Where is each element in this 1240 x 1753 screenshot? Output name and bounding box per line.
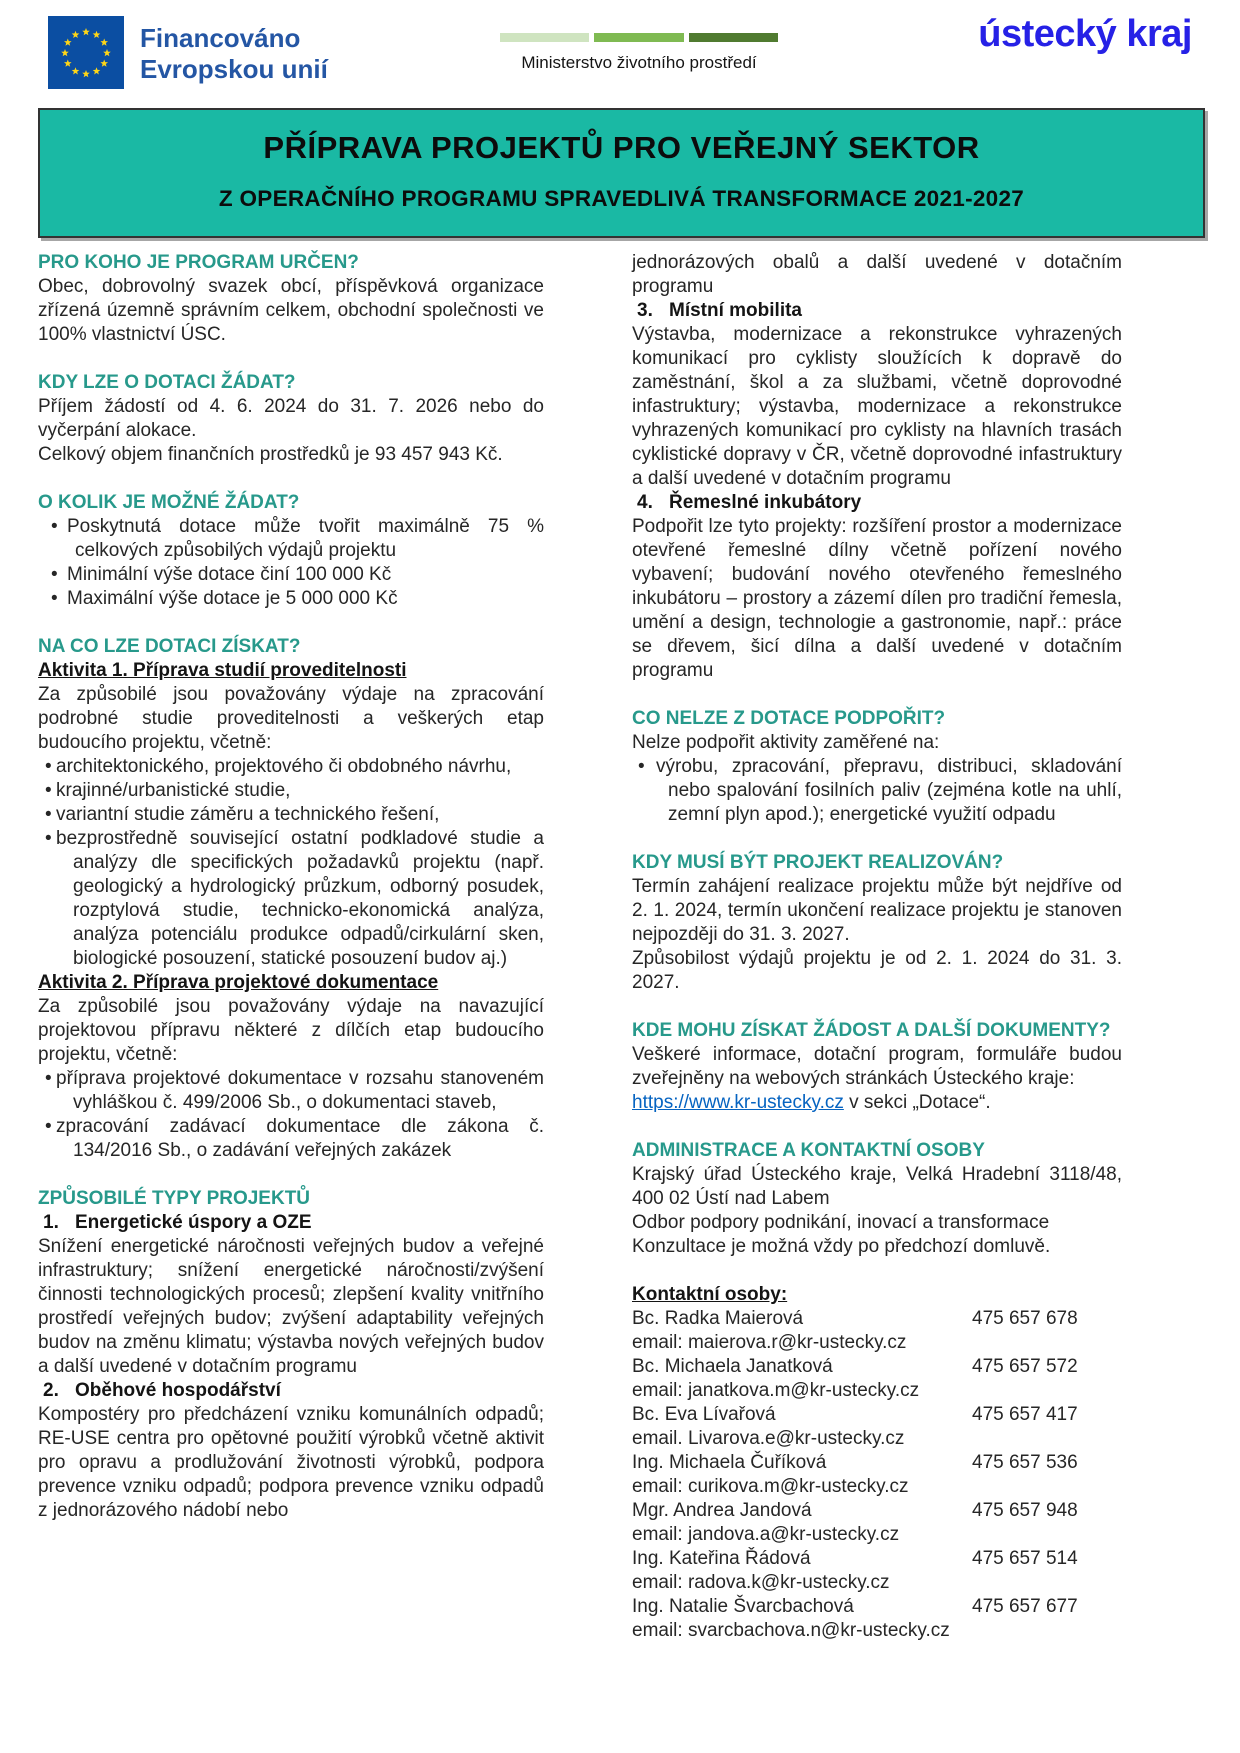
paragraph: Odbor podpory podnikání, inovací a transformace bbox=[632, 1212, 1050, 1233]
contact-email: email: curikova.m@kr-ustecky.cz bbox=[632, 1476, 909, 1497]
paragraph: Konzultace je možná vždy po předchozí domluvě. bbox=[632, 1236, 1051, 1257]
logo-header bbox=[0, 0, 1240, 100]
ministry-logo bbox=[500, 33, 778, 75]
section-heading: KDE MOHU ZÍSKAT ŽÁDOST A DALŠÍ DOKUMENTY? bbox=[632, 1020, 1111, 1041]
website-link[interactable]: https://www.kr-ustecky.cz bbox=[632, 1092, 844, 1113]
section-heading: NA CO LZE DOTACI ZÍSKAT? bbox=[38, 636, 301, 657]
paragraph: Nelze podpořit aktivity zaměřené na: bbox=[632, 732, 940, 753]
bullet-item: • Poskytnutá dotace může tvořit maximálně 75 % celkových způsobilých výdajů projektu bbox=[38, 515, 544, 563]
contact-name: Mgr. Andrea Jandová bbox=[632, 1500, 812, 1521]
paragraph: Příjem žádostí od 4. 6. 2024 do 31. 7. 2026 nebo do vyčerpání alokace. bbox=[38, 396, 544, 441]
section-heading: ZPŮSOBILÉ TYPY PROJEKTŮ bbox=[38, 1188, 311, 1209]
bullet-list bbox=[632, 755, 1122, 827]
section-heading: PRO KOHO JE PROGRAM URČEN? bbox=[38, 252, 359, 273]
paragraph: Výstavba, modernizace a rekonstrukce vyhrazených komunikací pro cyklisty sloužících k dopravě do zaměstnání, škol a za službami, včetně doprovodné infastruktury; výstavba, modernizace a rekonstrukce vyhrazených komunikací pro cyklisty na hlavních trasách cyklistické dopravy v ČR, včetně doprovodné infastruktury a další uvedené v dotačním programu bbox=[632, 324, 1122, 489]
bullet-item: • architektonického, projektového či obdobného návrhu, bbox=[38, 755, 544, 779]
section-heading: O KOLIK JE MOŽNÉ ŽÁDAT? bbox=[38, 492, 300, 513]
bullet-item: • výrobu, zpracování, přepravu, distribuci, skladování nebo spalování fosilních paliv (zejména kotle na uhlí, zemní plyn apod.); energetické využití odpadu bbox=[632, 755, 1122, 827]
ministry-bars-icon bbox=[500, 33, 778, 42]
item-title: Energetické úspory a OZE bbox=[75, 1212, 312, 1233]
numbered-heading bbox=[632, 299, 1122, 323]
contact-row bbox=[632, 1595, 1122, 1619]
paragraph: Termín zahájení realizace projektu může být nejdříve od 2. 1. 2024, termín ukončení realizace projektu je stanoven nejpozději do 31. 3. 2027. bbox=[632, 876, 1122, 945]
item-title: Oběhové hospodářství bbox=[75, 1380, 281, 1401]
bullet-item: • zpracování zadávací dokumentace dle zákona č. 134/2016 Sb., o zadávání veřejných zakázek bbox=[38, 1115, 544, 1163]
bullet-list bbox=[38, 515, 544, 611]
paragraph: Za způsobilé jsou považovány výdaje na navazující projektovou přípravu některé z dílčích etap budoucího projektu, včetně: bbox=[38, 996, 544, 1065]
item-title: Místní mobilita bbox=[669, 300, 802, 321]
contact-row bbox=[632, 1307, 1122, 1331]
eu-logo-text-line2: Evropskou unií bbox=[140, 54, 328, 84]
numbered-heading bbox=[38, 1379, 544, 1403]
paragraph: Snížení energetické náročnosti veřejných budov a veřejné infrastruktury; snížení energetické náročnosti/zvýšení činnosti technologických procesů; zlepšení kvality vnitřního prostředí veřejných budov; zvýšení adaptability veřejných budov na změnu klimatu; výstavba nových veřejných budov a další uvedené v dotačním programu bbox=[38, 1236, 544, 1377]
bullet-list bbox=[38, 1067, 544, 1163]
item-number: 1. bbox=[43, 1212, 59, 1233]
link-line bbox=[632, 1091, 1122, 1115]
numbered-heading bbox=[38, 1211, 544, 1235]
paragraph: Krajský úřad Ústeckého kraje, Velká Hradební 3118/48, 400 02 Ústí nad Labem bbox=[632, 1164, 1122, 1209]
contact-email: email: maierova.r@kr-ustecky.cz bbox=[632, 1332, 907, 1353]
page-title: PŘÍPRAVA PROJEKTŮ PRO VEŘEJNÝ SEKTOR bbox=[263, 130, 980, 165]
contact-phone: 475 657 536 bbox=[972, 1452, 1078, 1473]
contact-phone: 475 657 948 bbox=[972, 1500, 1078, 1521]
contact-email: email. Livarova.e@kr-ustecky.cz bbox=[632, 1428, 905, 1449]
paragraph: Kompostéry pro předcházení vzniku komunálních odpadů; RE-USE centra pro opětovné použití výrobků včetně aktivit pro opravu a prodlužování životnosti výrobků, podpora prevence vzniku odpadů; podpora prevence vzniku odpadů z jednorázového nádobí nebo bbox=[38, 1404, 544, 1521]
contact-email: email: janatkova.m@kr-ustecky.cz bbox=[632, 1380, 920, 1401]
contact-email: email: jandova.a@kr-ustecky.cz bbox=[632, 1524, 900, 1545]
contact-email: email: radova.k@kr-ustecky.cz bbox=[632, 1572, 890, 1593]
eu-funding-logo bbox=[48, 16, 328, 89]
contact-email: email: svarcbachova.n@kr-ustecky.cz bbox=[632, 1620, 950, 1641]
contact-phone: 475 657 677 bbox=[972, 1596, 1078, 1617]
left-column bbox=[38, 251, 544, 1523]
bullet-item: • bezprostředně související ostatní podkladové studie a analýzy dle specifických požadavků projektu (např. geologický a hydrologický průzkum, odborný posudek, rozptylová studie, technicko-ekonomická analýza, analýza potenciálu produkce odpadů/cirkulární sken, biologické posouzení, statické posouzení budov aj.) bbox=[38, 827, 544, 971]
numbered-heading bbox=[632, 491, 1122, 515]
contact-row bbox=[632, 1547, 1122, 1571]
eu-logo-text bbox=[140, 16, 328, 89]
contact-row bbox=[632, 1499, 1122, 1523]
section-heading: KDY LZE O DOTACI ŽÁDAT? bbox=[38, 372, 296, 393]
paragraph: Podpořit lze tyto projekty: rozšíření prostor a modernizace otevřené řemeslné dílny včetně pořízení nového vybavení; budování nového otevřeného řemeslného inkubátoru – prostory a zázemí dílen pro tradiční řemesla, umění a design, technologie a gastronomie, např.: práce se dřevem, šicí dílna a další uvedené v dotačním programu bbox=[632, 516, 1122, 681]
item-number: 2. bbox=[43, 1380, 59, 1401]
contact-name: Bc. Eva Lívařová bbox=[632, 1404, 776, 1425]
subsection-heading: Aktivita 1. Příprava studií proveditelnosti bbox=[38, 660, 407, 681]
paragraph: Způsobilost výdajů projektu je od 2. 1. 2024 do 31. 3. 2027. bbox=[632, 948, 1122, 993]
contact-name: Ing. Michaela Čuříková bbox=[632, 1452, 827, 1473]
section-heading: CO NELZE Z DOTACE PODPOŘIT? bbox=[632, 708, 946, 729]
bullet-item: • krajinné/urbanistické studie, bbox=[38, 779, 544, 803]
contact-name: Bc. Michaela Janatková bbox=[632, 1356, 833, 1377]
region-logo: ústecký kraj bbox=[978, 13, 1192, 55]
paragraph: Za způsobilé jsou považovány výdaje na zpracování podrobné studie proveditelnosti a veškerých etap budoucího projektu, včetně: bbox=[38, 684, 544, 753]
bullet-item: • příprava projektové dokumentace v rozsahu stanoveném vyhláškou č. 499/2006 Sb., o dokumentaci staveb, bbox=[38, 1067, 544, 1115]
contact-phone: 475 657 417 bbox=[972, 1404, 1078, 1425]
contact-name: Ing. Kateřina Řádová bbox=[632, 1548, 811, 1569]
bullet-item: • variantní studie záměru a technického řešení, bbox=[38, 803, 544, 827]
contact-row bbox=[632, 1451, 1122, 1475]
item-number: 3. bbox=[637, 300, 653, 321]
eu-logo-text-line1: Financováno bbox=[140, 23, 301, 53]
subsection-heading: Aktivita 2. Příprava projektové dokumentace bbox=[38, 972, 439, 993]
paragraph: jednorázových obalů a další uvedené v dotačním programu bbox=[632, 252, 1122, 297]
paragraph: Celkový objem finančních prostředků je 93 457 943 Kč. bbox=[38, 444, 503, 465]
contact-phone: 475 657 678 bbox=[972, 1308, 1078, 1329]
title-banner bbox=[38, 108, 1205, 238]
paragraph: Obec, dobrovolný svazek obcí, příspěvková organizace zřízená územně správním celkem, obchodní společnosti ve 100% vlastnictví ÚSC. bbox=[38, 276, 544, 345]
bullet-item: • Maximální výše dotace je 5 000 000 Kč bbox=[38, 587, 544, 611]
bullet-list bbox=[38, 755, 544, 971]
item-number: 4. bbox=[637, 492, 653, 513]
section-heading: KDY MUSÍ BÝT PROJEKT REALIZOVÁN? bbox=[632, 852, 1004, 873]
contact-name: Ing. Natalie Švarcbachová bbox=[632, 1596, 854, 1617]
contact-row bbox=[632, 1403, 1122, 1427]
contact-phone: 475 657 514 bbox=[972, 1548, 1078, 1569]
item-title: Řemeslné inkubátory bbox=[669, 492, 862, 513]
link-suffix: v sekci „Dotace“. bbox=[843, 1092, 991, 1113]
contacts-heading: Kontaktní osoby: bbox=[632, 1284, 788, 1305]
right-column bbox=[632, 251, 1122, 1643]
bullet-item: • Minimální výše dotace činí 100 000 Kč bbox=[38, 563, 544, 587]
section-heading: ADMINISTRACE A KONTAKTNÍ OSOBY bbox=[632, 1140, 985, 1161]
contact-name: Bc. Radka Maierová bbox=[632, 1308, 804, 1329]
eu-flag-icon bbox=[48, 16, 124, 89]
contact-row bbox=[632, 1355, 1122, 1379]
contact-phone: 475 657 572 bbox=[972, 1356, 1078, 1377]
page-subtitle: Z OPERAČNÍHO PROGRAMU SPRAVEDLIVÁ TRANSFORMACE 2021-2027 bbox=[218, 186, 1025, 211]
paragraph: Veškeré informace, dotační program, formuláře budou zveřejněny na webových stránkách Ústeckého kraje: bbox=[632, 1044, 1122, 1089]
ministry-logo-label: Ministerstvo životního prostředí bbox=[521, 53, 757, 72]
content-columns bbox=[0, 238, 1240, 1643]
